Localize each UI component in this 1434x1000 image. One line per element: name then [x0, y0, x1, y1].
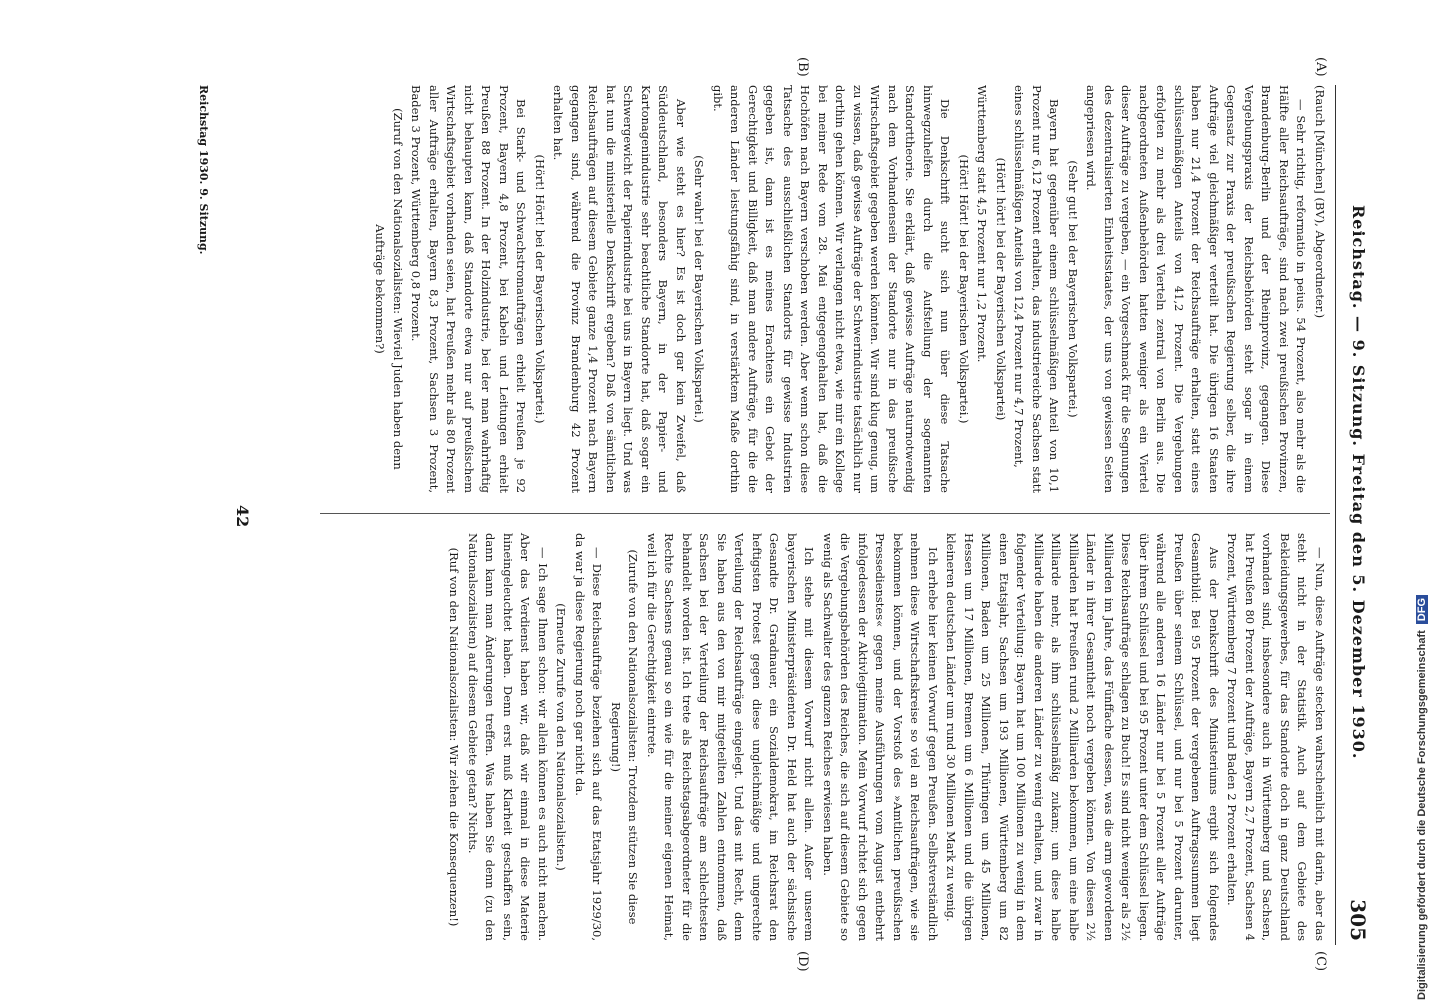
interjection: (Sehr gut! bei der Bayerischen Volkspartei.) [1066, 160, 1080, 418]
running-title: Reichstag. — 9. Sitzung. Freitag den 5. Dezember 1930. [1349, 205, 1368, 760]
paragraph: Württemberg statt 4,5 Prozent nur 1,2 Prozent. [975, 85, 990, 363]
interjection: (Zurufe von den Nationalsozialisten: Trotzdem stützen Sie diese Regierung!) [609, 549, 641, 925]
digitization-credit [1416, 300, 1428, 1000]
interjection: (Hört! hört! bei der Bayerischen Volkspartei) [994, 157, 1008, 421]
paragraph: — Nun, diese Aufträge stecken wahrscheinlich mit darin, aber das steht nicht in der Statistik. Auch auf dem Gebiete des Bekleidungsgewerbes, für das Standorte doch in ganz Deutschland vorhanden sind, insbesondere auch in Württemberg und Sachsen, hat Preußen 80 Prozent der Aufträge, Bayern 2,7 Prozent, Sachsen 4 Prozent, Württemberg 7 Prozent und Baden 2 Prozent erhalten. [1225, 533, 1327, 941]
right-column [444, 533, 1328, 941]
dfg-logo-icon: DFG [1416, 595, 1428, 624]
credit-text: Digitalisierung gefördert durch die Deutsche Forschungsgemeinschaft [1416, 630, 1428, 1000]
paragraph: — Diese Reichsaufträge beziehen sich auf das Etatsjahr 1929/30, da war ja diese Regierung noch gar nicht da. [573, 533, 605, 941]
paragraph: Ich stehe mit diesem Vorwurf nicht allein. Außer unserem bayerischen Ministerpräsidenten Dr. Held hat auch der sächsische Gesandte Dr. Gradnauer, ein Sozialdemokrat, im Reichsrat den heftigsten Protest gegen diese ungleichmäßige und ungerechte Verteilung der Reichsaufträge eingelegt. Und das mit Recht, denn Sie haben aus den von mir mitgeteilten Zahlen entnommen, daß Sachsen bei der Verteilung der Reichsaufträge am schlechtesten behandelt worden ist. Ich trete als Reichstagsabgeordneter für die Rechte Sachsens genau so ein wie für die meiner eigenen Heimat, weil ich für die Gerechtigkeit eintrete. [645, 533, 817, 941]
interjection: (Hört! Hört! bei der Bayerischen Volkspartei.) [957, 154, 971, 424]
header-rule [1335, 85, 1336, 945]
scanned-page [90, 57, 1370, 972]
margin-marker-a: (A) [1313, 57, 1328, 77]
interjection: (Sehr wahr! bei der Bayerischen Volkspartei.) [692, 155, 707, 423]
paragraph: Aus der Denkschrift des Ministeriums ergibt sich folgendes Gesamtbild: Bei 95 Prozent der vergebenen Auftragssummen liegt Preußen über seinem Schlüssel, und nur bei 5 Prozent darunter, während alle anderen 16 Länder nur bei 5 Prozent aller Aufträge über ihrem Schlüssel und bei 95 Prozent unter dem Schlüssel liegen. Diese Reichsaufträge schlagen zu Buch! Es sind nicht weniger als 2½ Milliarden im Jahre, das Fünffache dessen, was die arm gewordenen Länder in ihrer Gesamtheit noch vergeben können. Von diesen 2½ Milliarden hat Preußen rund 2 Milliarden bekommen, um eine halbe Milliarde mehr, als ihm schlüsselmäßig zukam; um diese halbe Milliarde haben die anderen Länder zu wenig erhalten, und zwar in folgender Verteilung: Bayern hat um 100 Millionen zu wenig in dem einen Etatsjahr, Sachsen um 193 Millionen, Württemberg um 82 Millionen, Baden um 25 Millionen, Thüringen um 45 Millionen, Hessen um 17 Millionen, Bremen um 6 Millionen und die übrigen kleineren deutschen Länder um rund 30 Millionen Mark zu wenig. [944, 533, 1221, 941]
paragraph: — Sehr richtig, reformatio in peius. 54 Prozent, also mehr als die Hälfte aller Reichsaufträge, sind nach zwei preußischen Provinzen, Brandenburg-Berlin und der Rheinprovinz, gegangen. Diese Vergebungspraxis der Reichsbehörden steht sogar in einem Gegensatz zur Praxis der preußischen Regierung selber, die ihre Aufträge viel gleichmäßiger verteilt hat. Die übrigen 16 Staaten haben nur 21,4 Prozent der Reichsaufträge erhalten, statt eines schlüsselmäßigen Anteils von 41,2 Prozent. Die Vergebungen erfolgten zu mehr als drei Vierteln zentral von Berlin aus. Die nachgeordneten Außenbehörden hatten weniger als ein Viertel dieser Aufträge zu vergeben, — ein Vorgeschmack für die Segnungen des dezentralisierten Einheitsstaates, der uns von gewissen Seiten angepriesen wird. [1084, 85, 1309, 493]
paragraph: Aber wie steht es hier? Es ist doch gar kein Zweifel, daß Süddeutschland, besonders Bayern, in der Papier- und Kartonagenindustrie sehr beachtliche Standorte hat, daß sogar ein Schwergewicht der Papierindustrie bei uns in Bayern liegt. Und was hat nun die ministerielle Denkschrift ergeben? Daß von sämtlichen Reichsaufträgen auf diesem Gebiete ganze 1,4 Prozent nach Bayern gegangen sind, während die Provinz Brandenburg 42 Prozent erhalten hat. [551, 85, 688, 493]
page-footer: Reichstag 1930. 9. Sitzung. [197, 85, 210, 255]
margin-marker-b: (B) [795, 57, 810, 77]
paragraph: — Ich sage Ihnen schon: wir allein können es auch nicht machen. Aber das Verdienst haben wir, daß wir einmal in diese Materie hineingeleuchtet haben. Denn erst muß Klarheit geschaffen sein, dann kann man Änderungen treffen. Was haben Sie denn (zu den Nationalsozialisten) auf diesem Gebiete getan? Nichts. [466, 533, 550, 941]
paragraph: Bayern hat gegenüber einem schlüsselmäßigen Anteil von 10,1 Prozent nur 6,12 Prozent erhalten, das industriereiche Sachsen statt eines schlüsselmäßigen Anteils von 12,4 Prozent nur 4,7 Prozent, [1012, 85, 1062, 493]
interjection: (Zuruf von den Nationalsozialisten: Wieviel Juden haben denn Aufträge bekommen?) [373, 108, 405, 470]
paragraph: Die Denkschrift sucht sich nun über diese Tatsache hinwegzuhelfen durch die Aufstellung der sogenannten Standorttheorie. Sie erklärt, daß gewisse Aufträge naturnotwendig nach dem Vorhandensein der Standorte nur in das preußische Wirtschaftsgebiet gegeben werden könnten. Wir sind klug genug, um zu wissen, daß gewisse Aufträge der Schwerindustrie tatsächlich nur dorthin gehen können. Wir verlangen nicht etwa, wie mir ein Kollege bei meiner Rede vom 28. Mai entgegengehalten hat, daß die Hochöfen nach Bayern verschoben werden. Aber wenn schon diese Tatsache des ausschließlichen Standorts für gewisse Industrien gegeben ist, dann ist es meines Erachtens ein Gebot der Gerechtigkeit und Billigkeit, daß man andere Aufträge, für die die anderen Länder leistungsfähig sind, in verstärktem Maße dorthin gibt. [711, 85, 953, 493]
column-divider [320, 513, 1330, 514]
paragraph: (Rauch [München] (BV), Abgeordneter.) [1313, 85, 1327, 319]
page-number: 305 [1346, 899, 1370, 941]
paragraph: Ich erhebe hier keinen Vorwurf gegen Preußen. Selbstverständlich nehmen diese Wirtschaftskreise so viel an Reichsaufträgen, wie sie bekommen können, und der Vorstoß des »Amtlichen preußischen Pressedienstes« gegen meine Ausführungen vom August entbehrt infolgedessen der Aktivlegitimation. Mein Vorwurf richtet sich gegen die Vergebungsbehörden des Reiches, die sich auf diesem Gebiete so wenig als Sachwalter des ganzen Reiches erwiesen haben. [821, 533, 940, 941]
signature-mark: 42 [233, 505, 252, 528]
interjection: (Erneute Zurufe von den Nationalsozialisten.) [554, 603, 569, 871]
paragraph: Bei Stark- und Schwachstromaufträgen erhielt Preußen je 92 Prozent, Bayern 4,8 Prozent, bei Kabeln und Leitungen erhielt Preußen 88 Prozent. In der Holzindustrie, bei der man wahrhaftig nicht behaupten kann, daß Standorte etwa nur auf preußischem Wirtschaftsgebiet vorhanden seien, hat Preußen mehr als 80 Prozent aller Aufträge erhalten, Bayern 8,3 Prozent, Sachsen 3 Prozent, Baden 3 Prozent, Württemberg 0,8 Prozent. [409, 85, 529, 493]
margin-marker-d: (D) [795, 951, 810, 972]
interjection: (Hört! Hört! bei der Bayerischen Volkspartei.) [533, 154, 547, 424]
left-column [370, 85, 1328, 493]
interjection: (Ruf von den Nationalsozialisten: Wir ziehen die Konsequenzen!) [447, 547, 462, 927]
margin-marker-c: (C) [1313, 951, 1328, 972]
page-header [1340, 85, 1370, 945]
